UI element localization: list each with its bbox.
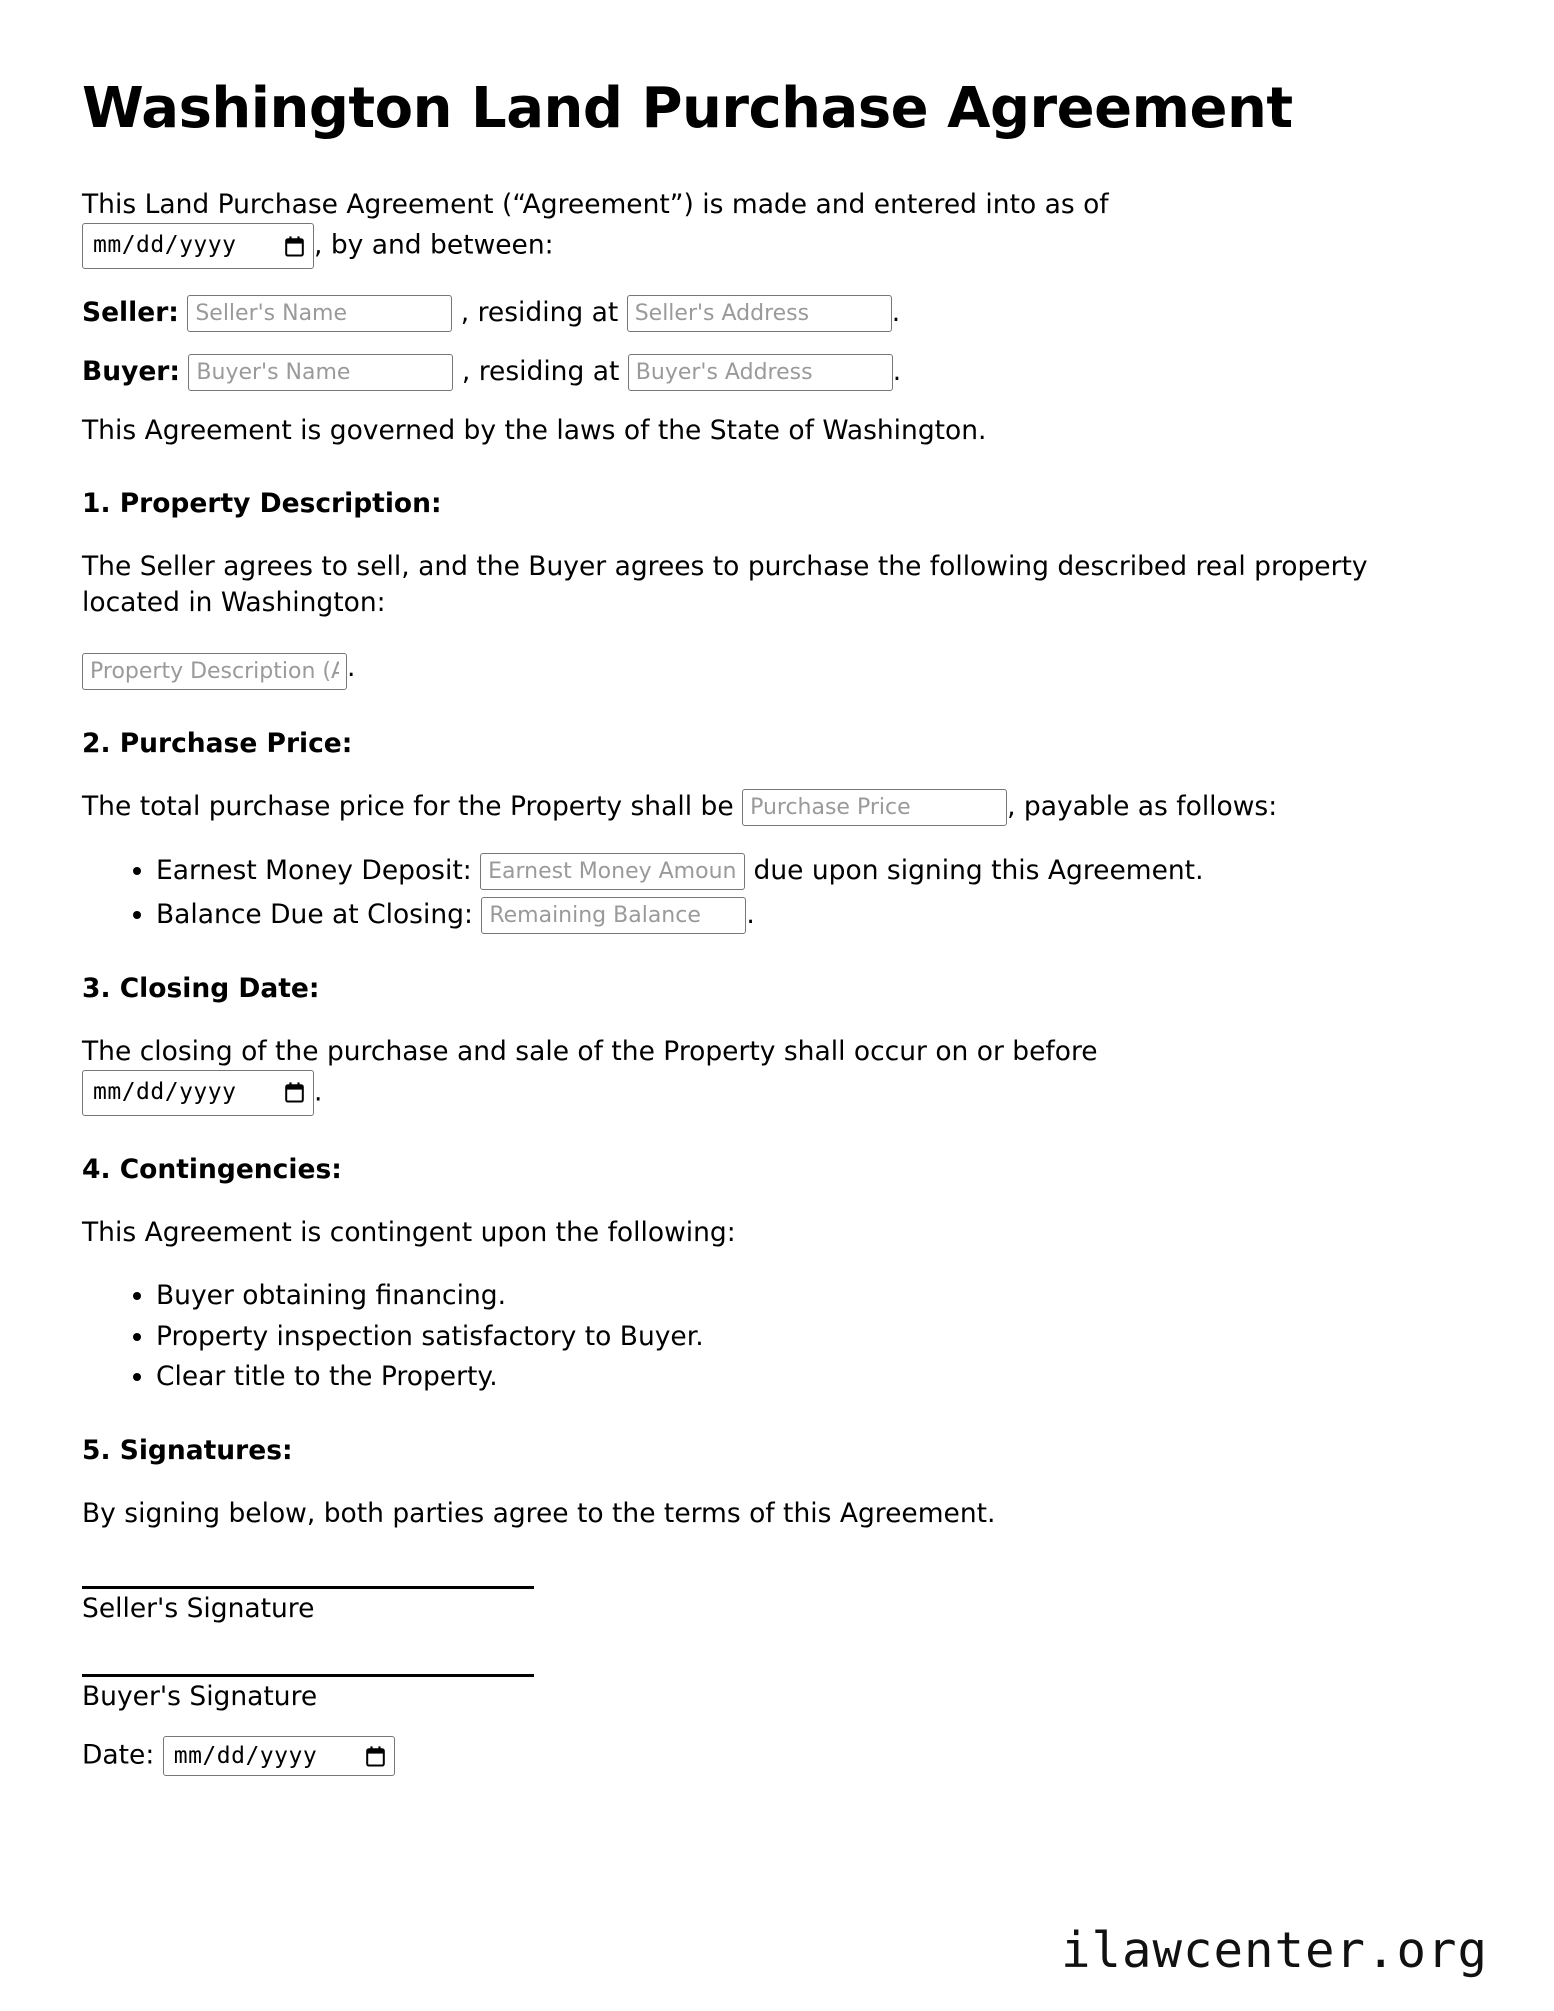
signature-date-value: mm/dd/yyyy — [173, 1743, 318, 1770]
calendar-icon — [285, 1082, 304, 1103]
calendar-icon — [285, 236, 304, 257]
property-description-field-row — [82, 652, 1474, 690]
list-item — [156, 852, 1474, 890]
buyer-address-input[interactable] — [628, 354, 893, 391]
signature-date-input[interactable] — [163, 1736, 395, 1776]
intro-text-before-date: This Land Purchase Agreement (“Agreement”) is made and entered into as of — [82, 188, 1109, 220]
agreement-date-value: mm/dd/yyyy — [93, 232, 237, 259]
purchase-price-text-after: , payable as follows: — [1007, 790, 1278, 822]
property-description-body: The Seller agrees to sell, and the Buyer agrees to purchase the following described real property located in Washington: — [82, 550, 1368, 619]
earnest-money-input[interactable] — [480, 853, 745, 890]
seller-label: Seller: — [82, 297, 179, 329]
payment-terms-list — [82, 852, 1474, 935]
seller-name-input[interactable] — [187, 295, 452, 332]
purchase-price-text-before: The total purchase price for the Property shall be — [82, 790, 734, 822]
earnest-money-label: Earnest Money Deposit: — [156, 854, 472, 886]
intro-paragraph — [82, 187, 1422, 269]
seller-signature-line[interactable] — [82, 1586, 534, 1589]
signature-date-row — [82, 1736, 1474, 1776]
site-watermark: ilawcenter.org — [1060, 1922, 1488, 1979]
governing-law-paragraph: This Agreement is governed by the laws of the State of Washington. — [82, 415, 987, 447]
buyer-signature-label: Buyer's Signature — [82, 1681, 318, 1713]
list-item: • Buyer obtaining financing. — [156, 1277, 1474, 1315]
seller-address-input[interactable] — [627, 295, 892, 332]
buyer-row — [82, 354, 1474, 391]
property-description-input[interactable] — [82, 653, 347, 690]
purchase-price-body — [82, 789, 1402, 826]
contingencies-body: This Agreement is contingent upon the following: — [82, 1216, 736, 1248]
signature-block — [82, 1586, 1474, 1776]
section-heading-purchase-price: 2. Purchase Price: — [82, 727, 353, 759]
list-item — [156, 896, 1474, 934]
page-title: Washington Land Purchase Agreement — [82, 76, 1293, 141]
closing-date-text-before: The closing of the purchase and sale of the Property shall occur on or before — [82, 1035, 1098, 1067]
buyer-signature-line[interactable] — [82, 1674, 534, 1677]
buyer-row-period: . — [892, 356, 902, 388]
intro-text-after-date: , by and between: — [314, 229, 554, 261]
closing-date-value: mm/dd/yyyy — [93, 1079, 237, 1106]
closing-date-input[interactable] — [82, 1070, 314, 1116]
list-item: • Clear title to the Property. — [156, 1358, 1474, 1396]
seller-residing-text: , residing at — [460, 297, 619, 329]
section-heading-contingencies: 4. Contingencies: — [82, 1153, 342, 1185]
buyer-label: Buyer: — [82, 356, 180, 388]
contingencies-list — [82, 1277, 1474, 1396]
buyer-name-input[interactable] — [188, 354, 453, 391]
buyer-residing-text: , residing at — [461, 356, 620, 388]
signature-date-label: Date: — [82, 1739, 155, 1771]
seller-signature-label: Seller's Signature — [82, 1593, 315, 1625]
list-item: • Property inspection satisfactory to Buyer. — [156, 1318, 1474, 1356]
seller-row-period: . — [891, 297, 901, 329]
section-heading-closing-date: 3. Closing Date: — [82, 972, 320, 1004]
section-heading-property-description: 1. Property Description: — [82, 487, 442, 519]
calendar-icon — [366, 1746, 385, 1767]
closing-date-period: . — [314, 1076, 323, 1108]
seller-row — [82, 295, 1474, 332]
agreement-date-input[interactable] — [82, 223, 314, 269]
balance-due-period: . — [746, 899, 755, 931]
earnest-money-suffix: due upon signing this Agreement. — [753, 854, 1204, 886]
balance-due-input[interactable] — [481, 897, 746, 934]
closing-date-body — [82, 1034, 1382, 1116]
section-heading-signatures: 5. Signatures: — [82, 1434, 293, 1466]
signatures-body: By signing below, both parties agree to the terms of this Agreement. — [82, 1497, 996, 1529]
purchase-price-input[interactable] — [742, 789, 1007, 826]
property-description-period: . — [347, 651, 356, 683]
balance-due-label: Balance Due at Closing: — [156, 899, 473, 931]
